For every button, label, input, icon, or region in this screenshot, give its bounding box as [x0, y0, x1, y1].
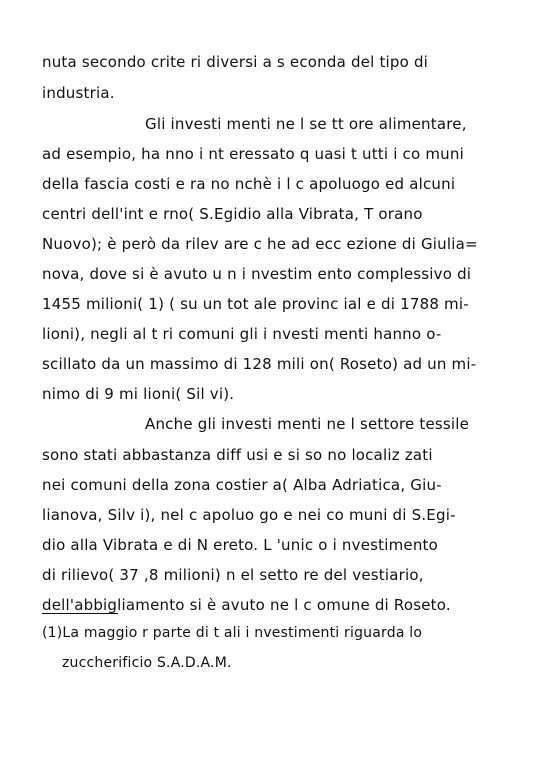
body-line-15: nei comuni della zona costier a( Alba Adriatica, Giu-: [42, 476, 442, 494]
body-line-10: lioni), negli al t ri comuni gli i nvesti menti hanno o-: [42, 325, 442, 343]
body-line-4: ad esempio, ha nno i nt eressato q uasi t utti i co muni: [42, 145, 464, 163]
footnote-line-2: zuccherificio S.A.D.A.M.: [62, 655, 232, 671]
body-line-13: Anche gli investi menti ne l settore tessile: [145, 415, 470, 433]
body-line-8: nova, dove si è avuto u n i nvestim ento complessivo di: [42, 265, 472, 283]
body-line-3: Gli investi menti ne l se tt ore alimentare,: [145, 115, 467, 133]
body-line-11: scillato da un massimo di 128 mili on( Roseto) ad un mi-: [42, 355, 477, 373]
footnote-line-1: (1)La maggio r parte di t ali i nvestimenti riguarda lo: [42, 625, 423, 641]
body-line-18: di rilievo( 37 ,8 milioni) n el setto re del vestiario,: [42, 566, 424, 584]
body-line-12: nimo di 9 mi lioni( Sil vi).: [42, 385, 235, 403]
body-line-2: industria.: [42, 84, 115, 102]
body-line-6: centri dell'int e rno( S.Egidio alla Vibrata, T orano: [42, 205, 423, 223]
body-line-7: Nuovo); è però da rilev are c he ad ecc ezione di Giulia=: [42, 235, 478, 253]
body-line-14: sono stati abbastanza diff usi e si so no localiz zati: [42, 446, 433, 464]
body-line-16: lianova, Silv i), nel c apoluo go e nei co muni di S.Egi-: [42, 506, 456, 524]
body-line-19: dell'abbigliamento si è avuto ne l c omune di Roseto.: [42, 596, 451, 614]
body-line-1: nuta secondo crite ri diversi a s econda del tipo di: [42, 53, 429, 71]
footnote-separator: [42, 613, 118, 614]
body-line-5: della fascia costi e ra no nchè i l c apoluogo ed alcuni: [42, 175, 456, 193]
body-line-9: 1455 milioni( 1) ( su un tot ale provinc ial e di 1788 mi-: [42, 295, 469, 313]
body-line-17: dio alla Vibrata e di N ereto. L 'unic o i nvestimento: [42, 536, 439, 554]
